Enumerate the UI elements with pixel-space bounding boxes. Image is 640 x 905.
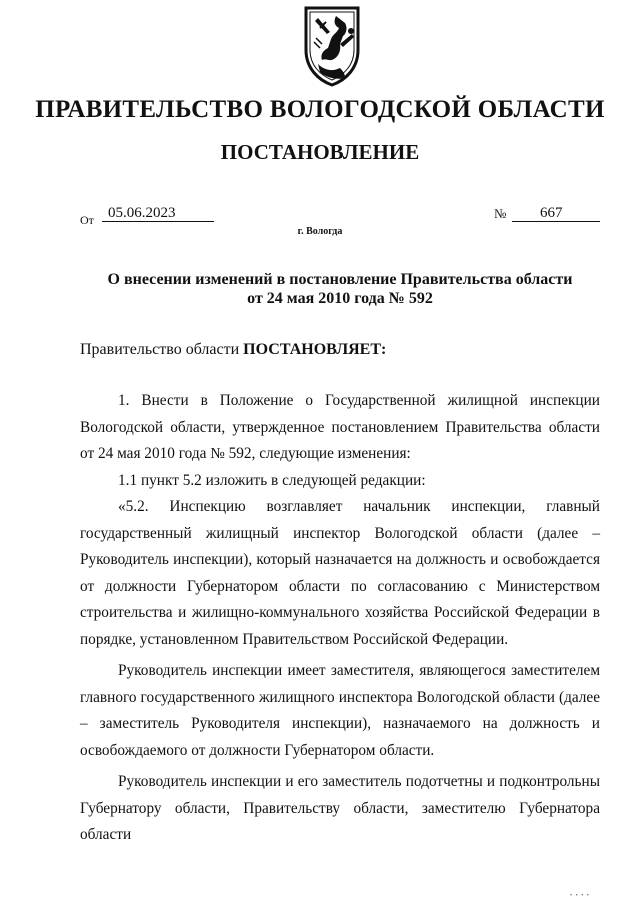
footer-mark: • • • • <box>570 893 590 899</box>
document-date: 05.06.2023 <box>102 204 214 222</box>
government-title: ПРАВИТЕЛЬСТВО ВОЛОГОДСКОЙ ОБЛАСТИ <box>35 96 605 123</box>
paragraph-1: 1. Внести в Положение о Государственной жилищной инспекции Вологодской области, утвержденное постановлением Правительства области от 24 мая 2010 года № 592, следующие изменения: <box>80 392 600 462</box>
preamble <box>80 341 386 359</box>
paragraph-2: 1.1 пункт 5.2 изложить в следующей редакции: <box>118 471 426 489</box>
document-type: ПОСТАНОВЛЕНИЕ <box>220 140 420 164</box>
paragraph-5: Руководитель инспекции и его заместитель подотчетны и подконтрольны Губернатору области, Правительству области, заместителю Губернатора области <box>80 773 600 843</box>
paragraph-4: Руководитель инспекции имеет заместителя, являющегося заместителем главного государственного жилищного инспектора Вологодской области (далее – заместитель Руководителя инспекции), назначаемого на должность и освобождаемого от должности Губернатором области. <box>80 662 600 759</box>
number-label: № <box>494 206 507 221</box>
document-body <box>80 388 600 849</box>
document-subject <box>80 270 600 308</box>
document-city: г. Вологда <box>297 226 343 237</box>
document-number: 667 <box>512 204 600 222</box>
subject-line-1: О внесении изменений в постановление Правительства области <box>107 271 573 288</box>
paragraph-3: «5.2. Инспекцию возглавляет начальник инспекции, главный государственный жилищный инспектор Вологодской области (далее – Руководитель инспекции), который назначается на должность и освобождается от должности Губернатором области по согласованию с Министерством строительства и жилищно-коммунального хозяйства Российской Федерации в порядке, установленном Правительством Российской Федерации. <box>80 498 600 648</box>
subject-line-2: от 24 мая 2010 года № 592 <box>247 290 433 307</box>
preamble-text: Правительство области <box>80 341 240 358</box>
preamble-emphasis: ПОСТАНОВЛЯЕТ: <box>243 341 387 358</box>
date-label: От <box>80 213 94 227</box>
coat-of-arms-icon <box>300 4 364 88</box>
